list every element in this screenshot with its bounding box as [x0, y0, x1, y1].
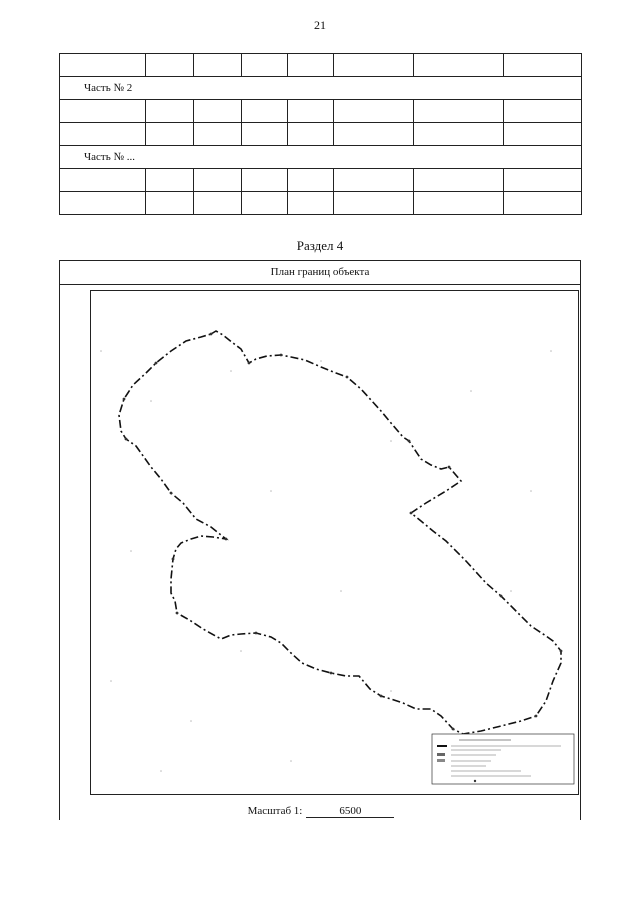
map-background-dots: [100, 350, 552, 772]
table-cell: [288, 123, 334, 146]
table-cell: [414, 123, 504, 146]
table-row: [60, 192, 582, 215]
table-part-label: Часть № ...: [60, 146, 582, 169]
table-cell: [242, 192, 288, 215]
table-row: [60, 169, 582, 192]
scale-label: Масштаб 1:: [247, 805, 303, 817]
table-cell: [504, 123, 582, 146]
table-part-row: [60, 146, 582, 169]
table-cell: [146, 123, 194, 146]
table-cell: [60, 123, 146, 146]
table-cell: [504, 54, 582, 77]
table-cell: [334, 54, 414, 77]
table-cell: [242, 169, 288, 192]
table-cell: [334, 100, 414, 123]
table-cell: [334, 192, 414, 215]
table-cell: [242, 123, 288, 146]
table-cell: [194, 100, 242, 123]
boundary-vertices: [123, 333, 563, 731]
table-cell: [60, 54, 146, 77]
table-cell: [504, 169, 582, 192]
object-boundary-line: [119, 331, 561, 734]
table-cell: [414, 169, 504, 192]
table-cell: [242, 100, 288, 123]
table-cell: [414, 100, 504, 123]
table-cell: [288, 169, 334, 192]
table-cell: [288, 54, 334, 77]
section-title: Раздел 4: [296, 238, 344, 253]
table-cell: [334, 123, 414, 146]
table-cell: [288, 100, 334, 123]
table-cell: [146, 169, 194, 192]
boundary-map-drawing: [91, 291, 578, 794]
boundary-map: [90, 290, 579, 795]
plan-header: План границ объекта: [60, 261, 580, 285]
table-cell: [504, 100, 582, 123]
table-cell: [242, 54, 288, 77]
table-row: [60, 123, 582, 146]
table-cell: [60, 169, 146, 192]
table-row: [60, 100, 582, 123]
table-cell: [146, 54, 194, 77]
table-cell: [60, 192, 146, 215]
scale-row: [60, 805, 582, 818]
table-cell: [194, 123, 242, 146]
page-number: 21: [314, 18, 326, 32]
table-cell: [414, 192, 504, 215]
table-cell: [504, 192, 582, 215]
map-legend: [432, 734, 574, 784]
table-cell: [60, 100, 146, 123]
plan-frame: [59, 260, 581, 820]
table-cell: [288, 192, 334, 215]
table-cell: [146, 100, 194, 123]
scale-value: 6500: [306, 805, 394, 818]
table-cell: [334, 169, 414, 192]
table-part-row: [60, 77, 582, 100]
table-cell: [194, 169, 242, 192]
table-cell: [414, 54, 504, 77]
parts-table: [59, 53, 582, 215]
table-cell: [146, 192, 194, 215]
table-row: [60, 54, 582, 77]
table-part-label: Часть № 2: [60, 77, 582, 100]
table-cell: [194, 54, 242, 77]
table-cell: [194, 192, 242, 215]
